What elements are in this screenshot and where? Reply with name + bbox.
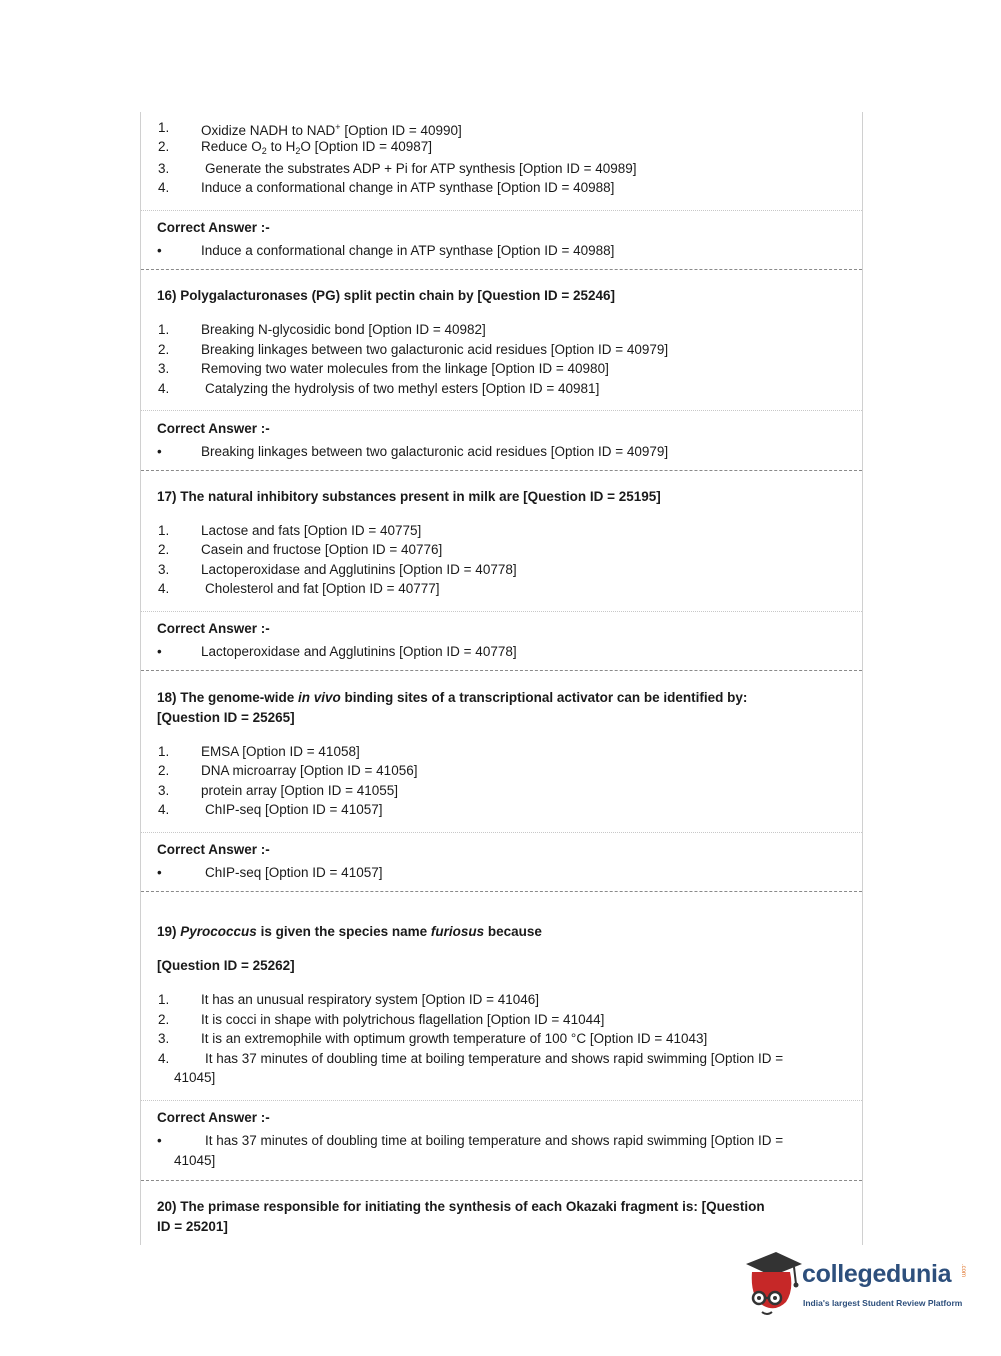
- bullet: •: [157, 444, 162, 459]
- correct-answer-label: Correct Answer :-: [157, 421, 270, 436]
- correct-answer-text: It has 37 minutes of doubling time at boiling temperature and shows rapid swimming [Option ID =: [205, 1133, 784, 1148]
- question-paper-page: 1. Oxidize NADH to NAD+ [Option ID = 40990] 2. Reduce $O_2$ to $H_2O$ [Option ID = 40987] 3. Generate the substrates ADP + Pi for ATP synthesis [Option ID = 40989] 4. Induce a conformational change in ATP synthase [Option ID = 40988] Correct Answer :- • Induce a conformational change in ATP synthase [Option ID = 40988] 16) Polygalacturonases (PG) split pectin chain by [Question ID = 25246] 1. Breaking N-glycosidic bond [Option ID = 40982] 2. Breaking linkages between two galacturonic acid residues [Option ID = 40979] 3. Removing two water molecules from the linkage [Option ID = 40980] 4. Catalyzing the hydrolysis of two methyl esters [Option ID = 40981] Correct Answer :- • Breaking linkages between two galacturonic acid residues [Option ID = 40979] 17) The natural inhibitory substances present in milk are [Question ID = 25195] 1. Lactose and fats [Option ID = 40775] 2. Casein and fructose [Option ID = 40776] 3. Lactoperoxidase and Agglutinins [Option ID = 40778] 4. Cholesterol and fat [Option ID = 40777] Correct Answer :- • Lactoperoxidase and Agglutinins [Option ID = 40778] 18) The genome-wide in vivo binding sites of a transcriptional activator can be identified by: [Question ID = 25265] 1. EMSA [Option ID = 41058] 2. DNA microarray [Option ID = 41056] 3. protein array [Option ID = 41055] 4. ChIP-seq [Option ID = 41057] Correct Answer :- • ChIP-seq [Option ID = 41057] 19) Pyrococcus is given the species name furiosus because [Question ID = 25262] 1. It has an unusual respiratory system [Option ID = 41046] 2. It is cocci in shape with polytrichous flagellation [Option ID = 41044] 3. It is an extremophile with optimum growth temperature of 100 °C [Option ID = 41043] 4. It has 37 minutes of doubling time at boiling temperature and shows rapid swimming [Option ID = 41045] Correct Answer :- • It has 37 minutes of doubling time at boiling temperature and shows rapid swimming [Option ID = 41045] 20) The primase responsible for initiating the synthesis of each Okazaki fragment is: [Question ID = 25201]: [140, 112, 863, 1245]
- question-title: 20) The primase responsible for initiating the synthesis of each Okazaki fragment is: [Question: [157, 1199, 765, 1214]
- bullet: •: [157, 644, 162, 659]
- question-divider: [141, 269, 862, 270]
- bullet: •: [157, 1133, 162, 1148]
- correct-answer-text: Breaking linkages between two galacturonic acid residues [Option ID = 40979]: [201, 444, 669, 459]
- logo-wordmark: collegedunia: [802, 1260, 952, 1288]
- correct-answer-text: Induce a conformational change in ATP synthase [Option ID = 40988]: [201, 243, 615, 258]
- collegedunia-logo[interactable]: [742, 1250, 972, 1320]
- divider: [141, 1100, 862, 1101]
- question-divider: [141, 470, 862, 471]
- bullet: •: [157, 243, 162, 258]
- question-divider: [141, 891, 862, 892]
- divider: [141, 410, 862, 411]
- correct-answer-label: Correct Answer :-: [157, 1110, 270, 1125]
- correct-answer-wrap: 41045]: [174, 1153, 216, 1168]
- divider: [141, 611, 862, 612]
- correct-answer-text: Lactoperoxidase and Agglutinins [Option ID = 40778]: [201, 644, 517, 659]
- question-title: 19) Pyrococcus is given the species name furiosus because: [157, 924, 542, 939]
- correct-answer-label: Correct Answer :-: [157, 220, 270, 235]
- question-divider: [141, 670, 862, 671]
- bullet: •: [157, 865, 162, 880]
- divider: [141, 210, 862, 211]
- question-title: 17) The natural inhibitory substances present in milk are [Question ID = 25195]: [157, 489, 661, 504]
- question-title-line2: [Question ID = 25265]: [157, 710, 295, 725]
- divider: [141, 832, 862, 833]
- logo-domain-suffix: .com: [960, 1264, 966, 1278]
- correct-answer-label: Correct Answer :-: [157, 621, 270, 636]
- question-divider: [141, 1180, 862, 1181]
- option-item-wrap: 41045]: [174, 1070, 216, 1085]
- correct-answer-text: ChIP-seq [Option ID = 41057]: [205, 865, 383, 880]
- question-id: [Question ID = 25262]: [157, 958, 295, 973]
- logo-tagline: India's largest Student Review Platform: [803, 1298, 963, 1308]
- correct-answer-label: Correct Answer :-: [157, 842, 270, 857]
- question-title-line2: ID = 25201]: [157, 1219, 228, 1234]
- question-title: 16) Polygalacturonases (PG) split pectin chain by [Question ID = 25246]: [157, 288, 616, 303]
- student-mascot-icon: [742, 1250, 802, 1320]
- question-title: 18) The genome-wide in vivo binding sites of a transcriptional activator can be identified by:: [157, 690, 748, 705]
